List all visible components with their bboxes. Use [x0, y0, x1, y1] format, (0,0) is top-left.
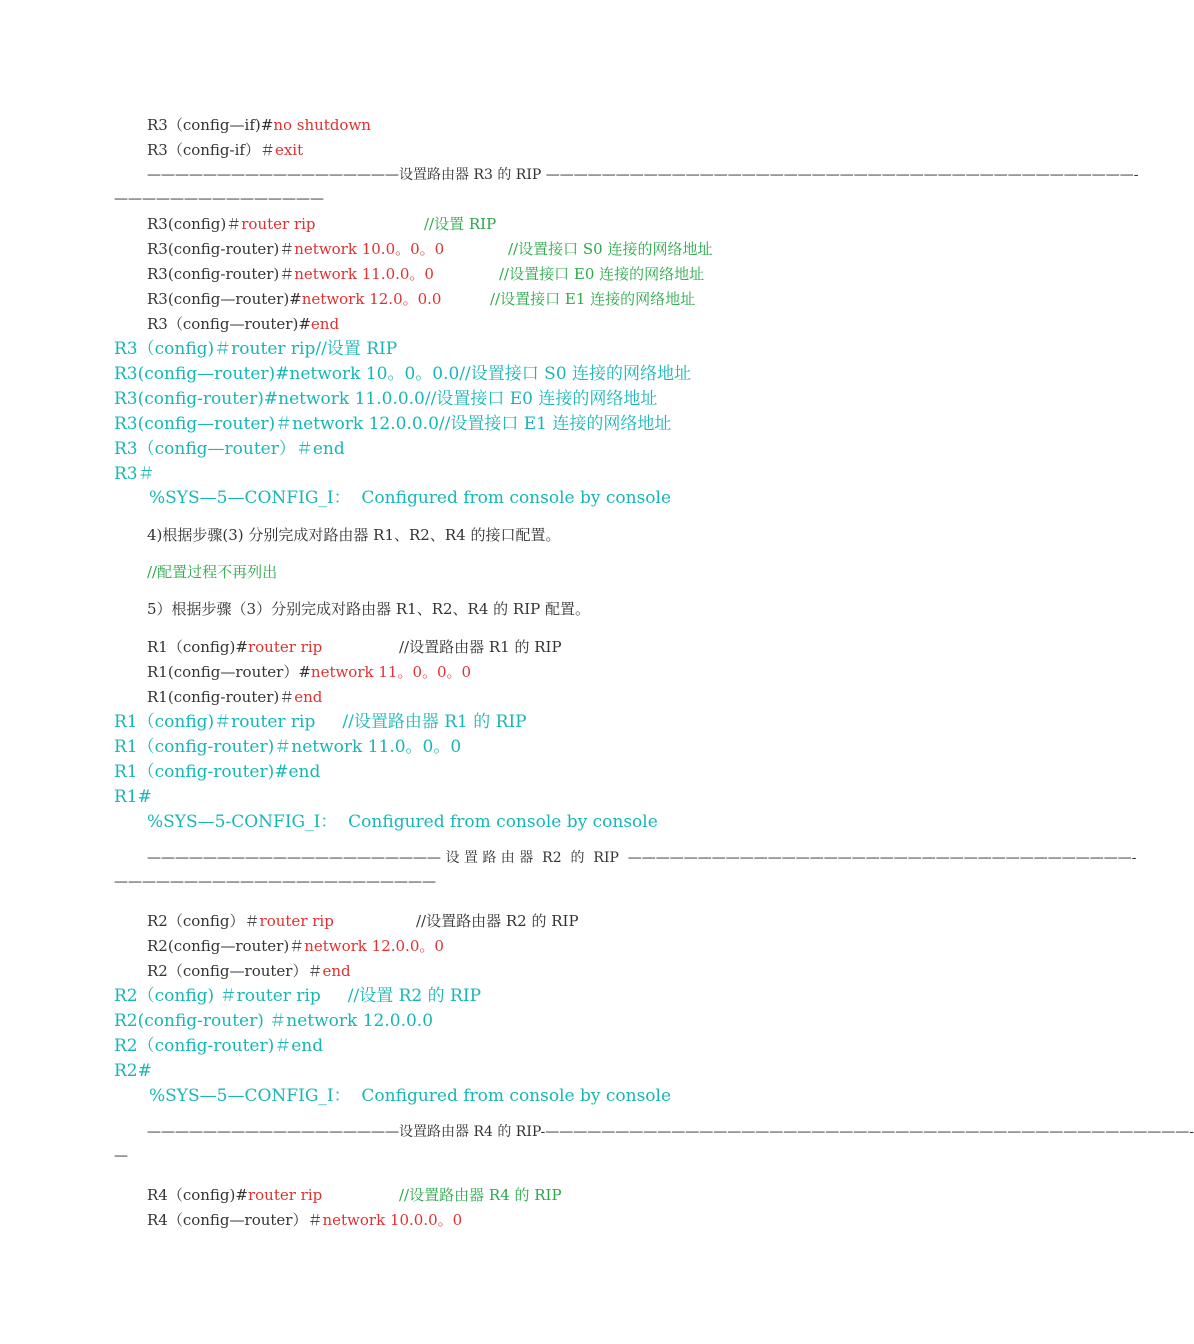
- comment: //配置过程不再列出: [147, 563, 278, 581]
- section-divider-r4: ——————————————————设置路由器 R4 的 RIP-——————————————————————————————————————————————-: [147, 1124, 1194, 1140]
- prompt: R1（config)#: [147, 638, 248, 656]
- section-divider-r3: ——————————————————设置路由器 R3 的 RIP ——————————————————————————————————————————-: [147, 167, 1139, 183]
- command: end: [322, 962, 351, 980]
- comment: //设置接口 E1 连接的网络地址: [490, 290, 696, 308]
- command: network 11.0.0。0: [294, 265, 434, 283]
- prompt: R3（config-if）＃: [147, 141, 275, 159]
- section-divider-r3-cont: ———————————————: [114, 191, 324, 207]
- config-line: [147, 687, 322, 707]
- config-line: [147, 1210, 462, 1230]
- command: network 11。0。0。0: [310, 663, 472, 681]
- comment: //设置接口 S0 连接的网络地址: [508, 240, 713, 258]
- comment: //设置路由器 R4 的 RIP: [399, 1186, 562, 1204]
- comment: //设置路由器 R1 的 RIP: [399, 638, 562, 656]
- console-message: %SYS—5—CONFIG_I： Configured from console by console: [149, 488, 672, 508]
- command: router rip: [247, 1186, 323, 1204]
- prompt: R3(config—router)#: [147, 290, 302, 308]
- config-line: [147, 936, 444, 956]
- section-divider-r2-cont: ———————————————————————: [114, 874, 436, 890]
- config-line: [147, 1185, 322, 1205]
- console-line: R3(config—router)#network 10。0。0.0//设置接口 S0 连接的网络地址: [114, 364, 692, 384]
- prompt: R3（config—if)#: [147, 116, 274, 134]
- prompt: R1(config—router）#: [147, 663, 311, 681]
- command: no shutdown: [273, 116, 371, 134]
- console-line: R2（config) ＃router rip //设置 R2 的 RIP: [114, 986, 482, 1006]
- command: router rip: [241, 215, 316, 233]
- comment: //设置 RIP: [424, 215, 497, 233]
- command: network 12.0。0.0: [301, 290, 442, 308]
- command: end: [310, 315, 340, 333]
- command: network 10.0.0。0: [322, 1211, 463, 1229]
- comment: //设置路由器 R2 的 RIP: [416, 912, 579, 930]
- prompt: R3(config-router)＃: [147, 265, 295, 283]
- console-message: %SYS—5—CONFIG_I： Configured from console by console: [149, 1086, 672, 1106]
- config-line: [147, 239, 444, 259]
- command: exit: [274, 141, 304, 159]
- console-line: R1（config)＃router rip //设置路由器 R1 的 RIP: [114, 712, 527, 732]
- console-message: %SYS—5-CONFIG_I： Configured from console by console: [147, 812, 658, 832]
- comment: //设置接口 E0 连接的网络地址: [499, 265, 705, 283]
- section-divider-r4-cont: —: [114, 1148, 128, 1164]
- config-line: [147, 911, 334, 931]
- config-line: [147, 289, 441, 309]
- console-line: R1（config-router)＃network 11.0。0。0: [114, 737, 462, 757]
- console-line: R3(config—router)＃network 12.0.0.0//设置接口 E1 连接的网络地址: [114, 414, 672, 434]
- command: network 12.0.0。0: [304, 937, 444, 955]
- prompt: R1(config-router)＃: [147, 688, 295, 706]
- console-line: R3(config-router)#network 11.0.0.0//设置接口 E0 连接的网络地址: [114, 389, 658, 409]
- config-line: [147, 264, 434, 284]
- prompt: R4（config—router）＃: [147, 1211, 323, 1229]
- step-4-text: 4)根据步骤(3) 分别完成对路由器 R1、R2、R4 的接口配置。: [147, 526, 561, 544]
- prompt: R3(config-router)＃: [147, 240, 295, 258]
- command: router rip: [259, 912, 334, 930]
- config-line: [147, 662, 471, 682]
- console-line: R3（config—router）＃end: [114, 439, 345, 459]
- console-line: R1（config-router)#end: [114, 762, 321, 782]
- step-5-text: 5）根据步骤（3）分别完成对路由器 R1、R2、R4 的 RIP 配置。: [147, 600, 590, 618]
- section-divider-r2: ————————————————————— 设 置 路 由 器 R2 的 RIP ————————————————————————————————————-: [147, 850, 1137, 866]
- console-line: R2#: [114, 1061, 152, 1081]
- config-line: [147, 961, 351, 981]
- config-line: [147, 115, 371, 135]
- console-line: R2（config-router)＃end: [114, 1036, 324, 1056]
- prompt: R3（config—router)#: [147, 315, 311, 333]
- command: end: [294, 688, 323, 706]
- config-line: [147, 214, 316, 234]
- prompt: R2（config）＃: [147, 912, 260, 930]
- config-line: [147, 637, 322, 657]
- config-line: [147, 314, 339, 334]
- prompt: R3(config)＃: [147, 215, 242, 233]
- prompt: R2（config—router）＃: [147, 962, 323, 980]
- command: router rip: [247, 638, 323, 656]
- config-line: [147, 140, 303, 160]
- console-line: R3（config)＃router rip//设置 RIP: [114, 339, 398, 359]
- prompt: R4（config)#: [147, 1186, 248, 1204]
- console-line: R3＃: [114, 464, 155, 484]
- console-line: R2(config-router) ＃network 12.0.0.0: [114, 1011, 434, 1031]
- console-line: R1#: [114, 787, 152, 807]
- prompt: R2(config—router)＃: [147, 937, 305, 955]
- command: network 10.0。0。0: [294, 240, 445, 258]
